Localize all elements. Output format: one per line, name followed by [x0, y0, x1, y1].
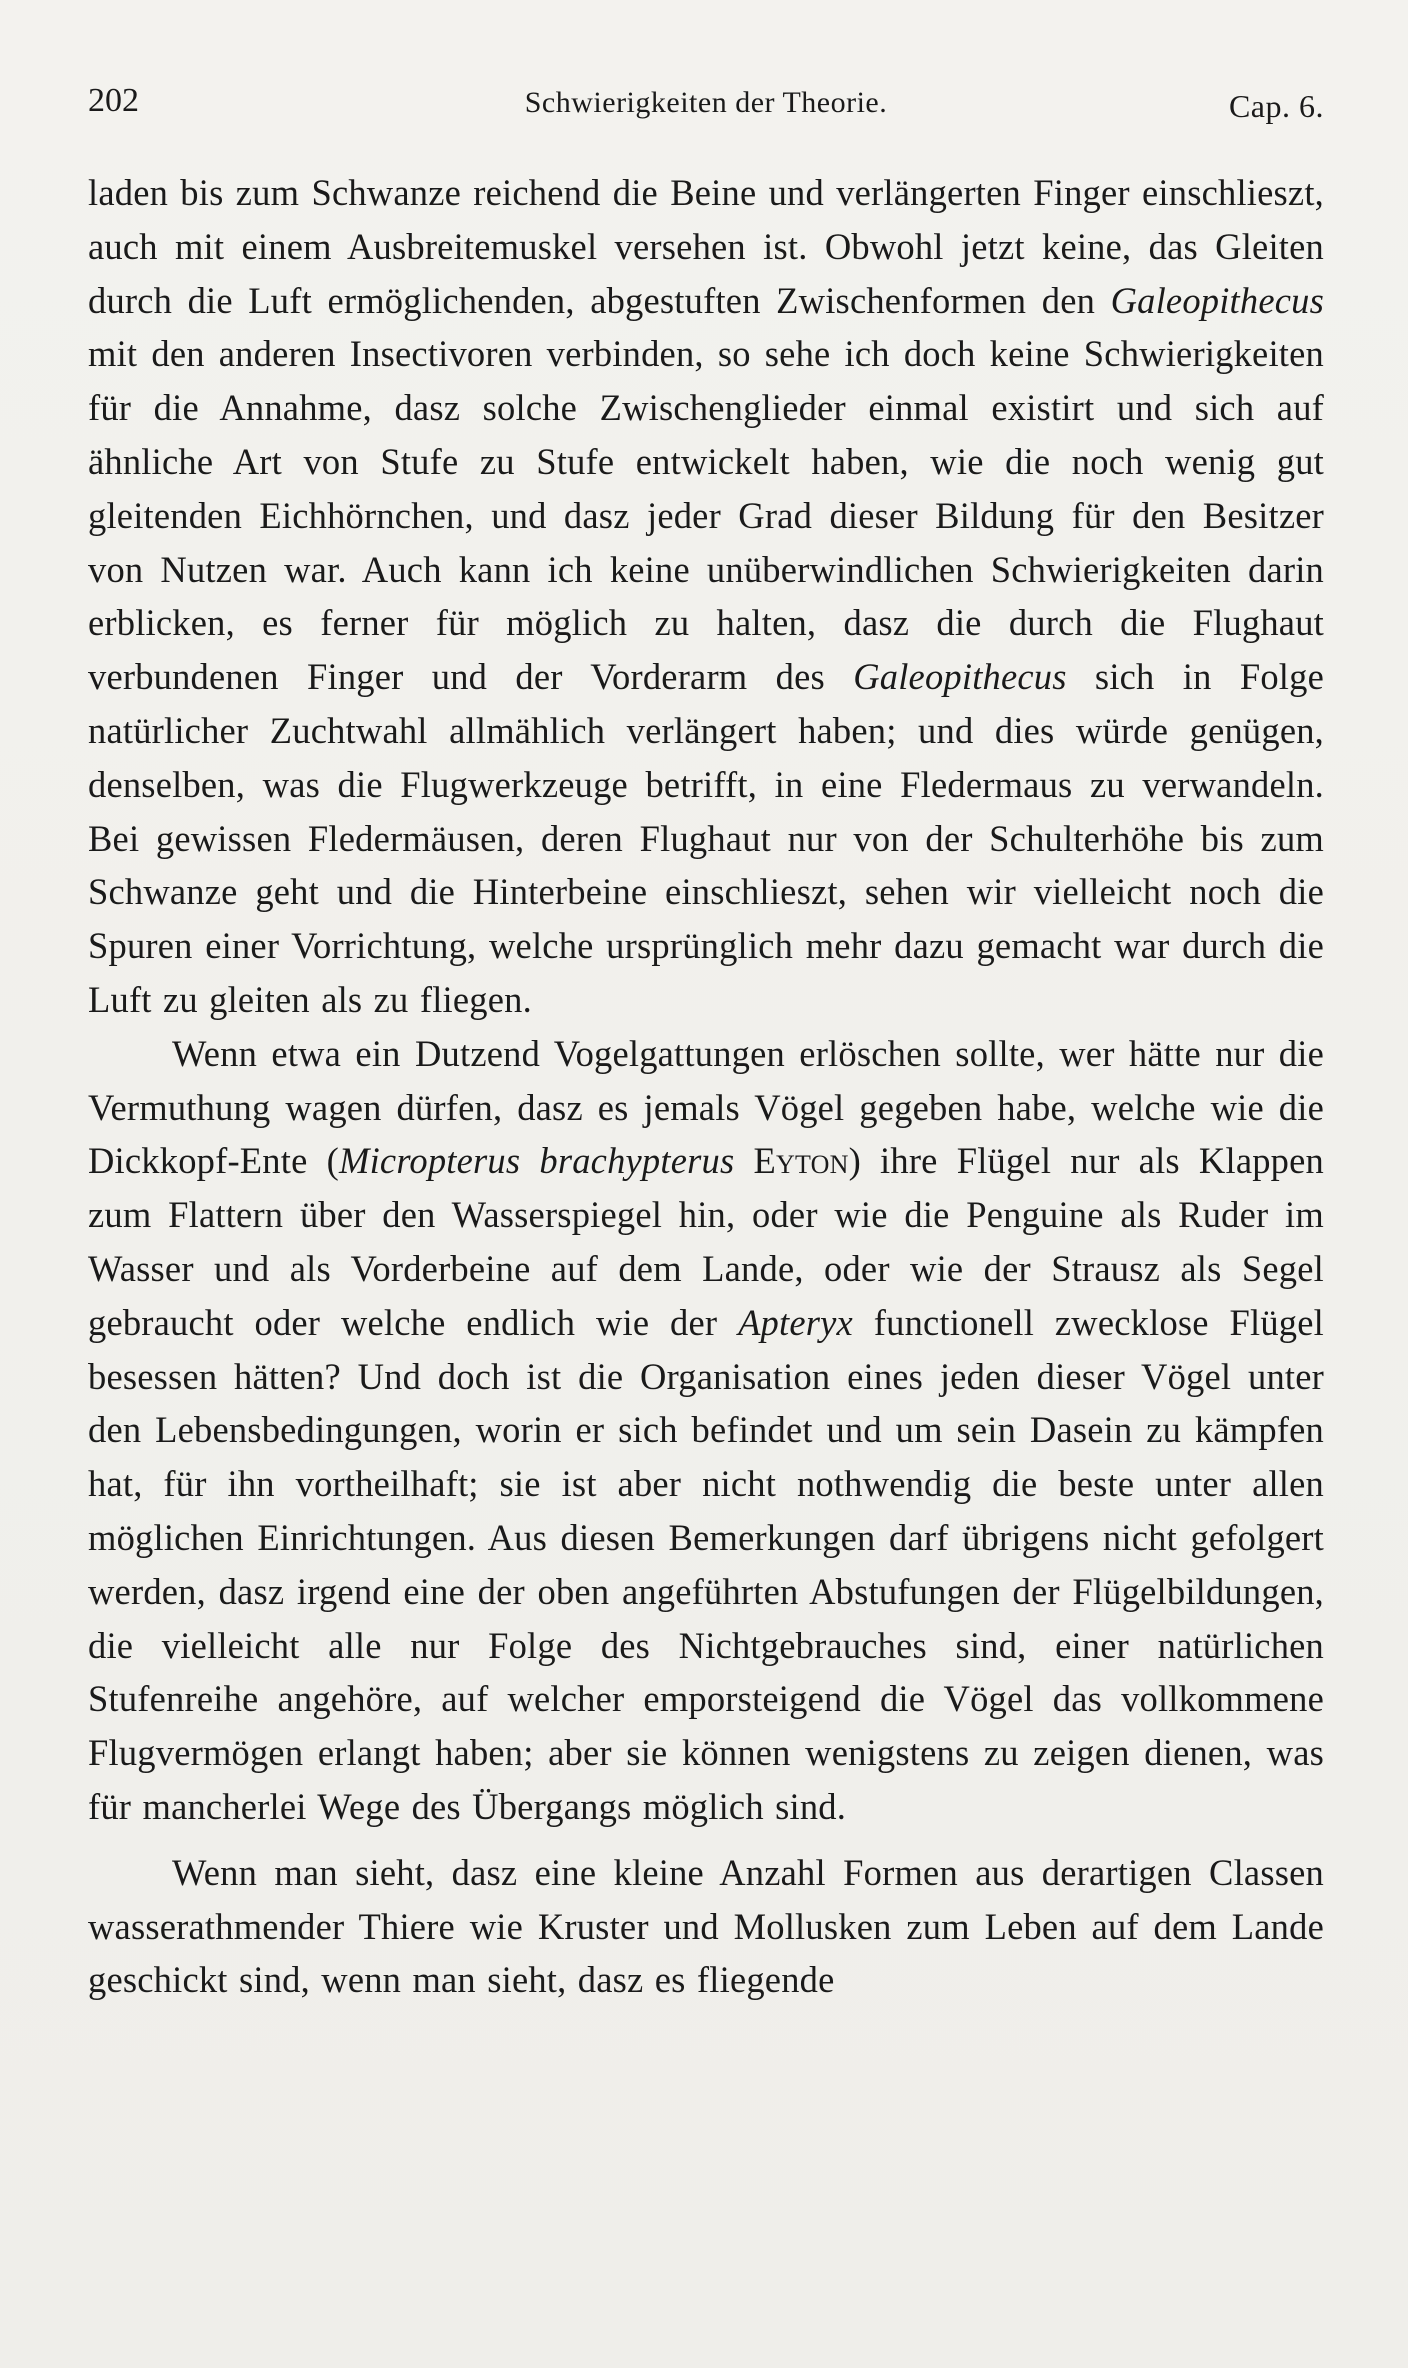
- text-run: laden bis zum Schwanze reichend die Beine und verlängerten Finger einschlieszt, auch mit einem Ausbreitemuskel versehen ist. Obwohl jetzt keine, das Gleiten durch die Luft ermöglichenden, abgestuften Zwischenformen den: [88, 172, 1324, 321]
- body-text: [88, 166, 1324, 2007]
- text-run: functionell zwecklose Flügel besessen hätten? Und doch ist die Organisation eines jeden dieser Vögel unter den Lebensbedingungen, worin er sich befindet und um sein Dasein zu kämpfen hat, für ihn vortheilhaft; sie ist aber nicht nothwendig die beste unter allen möglichen Einrichtungen. Aus diesen Bemerkungen darf übrigens nicht gefolgert werden, dasz irgend eine der oben angeführten Abstufungen der Flügelbildungen, die vielleicht alle nur Folge des Nichtgebrauches sind, einer natürlichen Stufenreihe angehöre, auf welcher emporsteigend die Vögel das vollkommene Flugvermögen erlangt haben; aber sie können wenigstens zu zeigen dienen, was für mancherlei Wege des Übergangs möglich sind.: [88, 1301, 1324, 1827]
- paragraph: [88, 166, 1324, 1027]
- text-run: mit den anderen Insectivoren verbinden, so sehe ich doch keine Schwierigkeiten für die Annahme, dasz solche Zwischenglieder einmal existirt und sich auf ähnliche Art von Stufe zu Stufe entwickelt haben, wie die noch wenig gut gleitenden Eichhörnchen, und dasz jeder Grad dieser Bildung für den Besitzer von Nutzen war. Auch kann ich keine unüberwindlichen Schwierigkeiten darin erblicken, es ferner für möglich zu halten, dasz die durch die Flughaut verbundenen Finger und der Vorderarm des: [88, 333, 1324, 698]
- chapter-label: Cap. 6.: [1228, 88, 1324, 124]
- text-run: ) ihre Flügel nur als Klappen zum Flattern über den Wasserspiegel hin, oder wie die Penguine als Ruder im Wasser und als Vorderbeine auf dem Lande, oder wie der Strausz als Segel gebraucht oder welche endlich wie der: [88, 1140, 1324, 1343]
- text-run: sich in Folge natürlicher Zuchtwahl allmählich verlängert haben; und dies würde genügen, denselben, was die Flugwerkzeuge betrifft, in eine Fledermaus zu verwandeln. Bei gewissen Fledermäusen, deren Flughaut nur von der Schulterhöhe bis zum Schwanze geht und die Hinterbeine einschlieszt, sehen wir vielleicht noch die Spuren einer Vorrichtung, welche ursprünglich mehr dazu gemacht war durch die Luft zu gleiten als zu fliegen.: [88, 656, 1324, 1020]
- paragraph: [88, 1846, 1324, 2007]
- author-name: Eyton: [753, 1140, 849, 1182]
- italic-term: Galeopithecus: [853, 656, 1067, 698]
- paragraph: [88, 1027, 1324, 1834]
- text-run: Wenn man sieht, dasz eine kleine Anzahl Formen aus derartigen Classen wasserathmender Thiere wie Kruster und Mollusken zum Leben auf dem Lande geschickt sind, wenn man sieht, dasz es fliegende: [88, 1851, 1324, 2001]
- running-title: Schwierigkeiten der Theorie.: [524, 86, 888, 119]
- page-number: 202: [88, 82, 139, 119]
- text-run: [734, 1140, 753, 1181]
- italic-term: Apteryx: [738, 1301, 853, 1343]
- italic-term: Micropterus brachypterus: [338, 1140, 735, 1182]
- page-header: [88, 82, 1324, 132]
- italic-term: Galeopithecus: [1110, 279, 1324, 321]
- text-run: Wenn etwa ein Dutzend Vogelgattungen erlöschen sollte, wer hätte nur die Vermuthung wagen dürfen, dasz es jemals Vögel gegeben habe, welche wie die Dickkopf-Ente (: [88, 1032, 1324, 1182]
